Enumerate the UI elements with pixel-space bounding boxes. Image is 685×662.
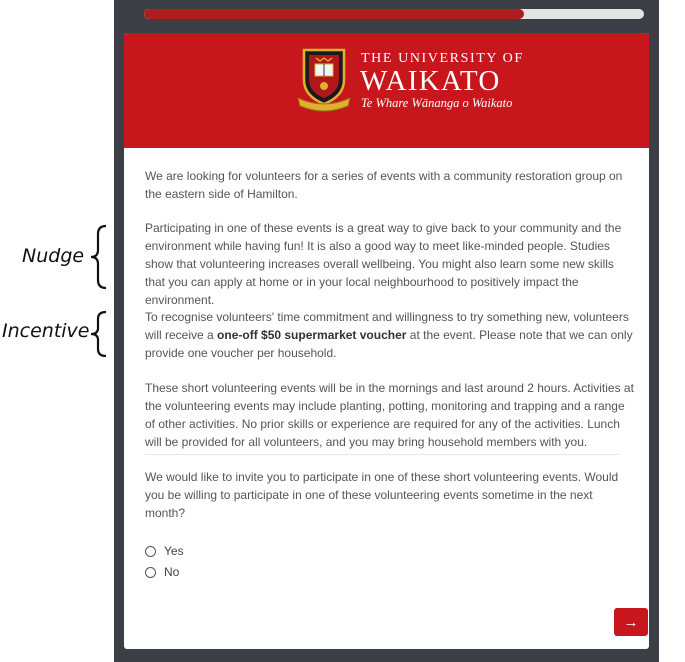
- question-text: We would like to invite you to participate in one of these short volunteering events. Would you be willing to participate in one of these volunteering events sometime in the next month?: [145, 470, 619, 520]
- survey-frame: [114, 0, 659, 662]
- incentive-paragraph: [145, 308, 635, 362]
- university-crest-icon: [296, 46, 352, 117]
- option-yes[interactable]: [145, 542, 184, 560]
- details-paragraph: These short volunteering events will be in the mornings and last around 2 hours. Activities at the volunteering events may include planting, potting, monitoring and trapping and a range of other activities. No prior skills or experience are required for any of the activities. Lunch will be provided for all volunteers, and you may bring household members with you.: [145, 381, 634, 449]
- university-name: WAIKATO: [360, 65, 501, 97]
- nudge-paragraph: Participating in one of these events is a great way to give back to your community and the environment while having fun! It is also a good way to meet like-minded people. Studies show that volunteering increases overall wellbeing. You might also learn some new skills that you can apply at home or in your local neighbourhood to positively impact the environment.: [145, 221, 622, 307]
- option-no[interactable]: [145, 563, 179, 581]
- university-name-top: THE UNIVERSITY OF: [361, 51, 524, 66]
- incentive-text-start: To recognise volunteers' time commitment and willingness to try something new, volunteers will receive a: [145, 310, 629, 342]
- voucher-highlight: one-off $50 supermarket voucher: [217, 328, 407, 342]
- progress-bar: [144, 9, 644, 19]
- incentive-brace: [88, 310, 110, 358]
- university-header: [124, 33, 649, 148]
- survey-card: [124, 33, 649, 649]
- option-no-label: No: [164, 565, 180, 579]
- nudge-annotation: Nudge: [22, 245, 85, 267]
- next-button[interactable]: [614, 608, 648, 636]
- incentive-text-end: at the event. Please note that we can only provide one voucher per household.: [145, 328, 633, 360]
- university-maori-name: Te Whare Wānanga o Waikato: [361, 96, 513, 110]
- incentive-annotation: Incentive: [2, 320, 90, 342]
- radio-yes[interactable]: [145, 546, 156, 557]
- radio-no[interactable]: [145, 567, 156, 578]
- arrow-right-icon: →: [623, 613, 639, 631]
- nudge-brace: [88, 224, 110, 290]
- intro-paragraph: We are looking for volunteers for a series of events with a community restoration group on the eastern side of Hamilton.: [145, 169, 623, 201]
- option-yes-label: Yes: [164, 544, 184, 558]
- divider: [145, 454, 619, 455]
- progress-bar-fill: [144, 9, 524, 19]
